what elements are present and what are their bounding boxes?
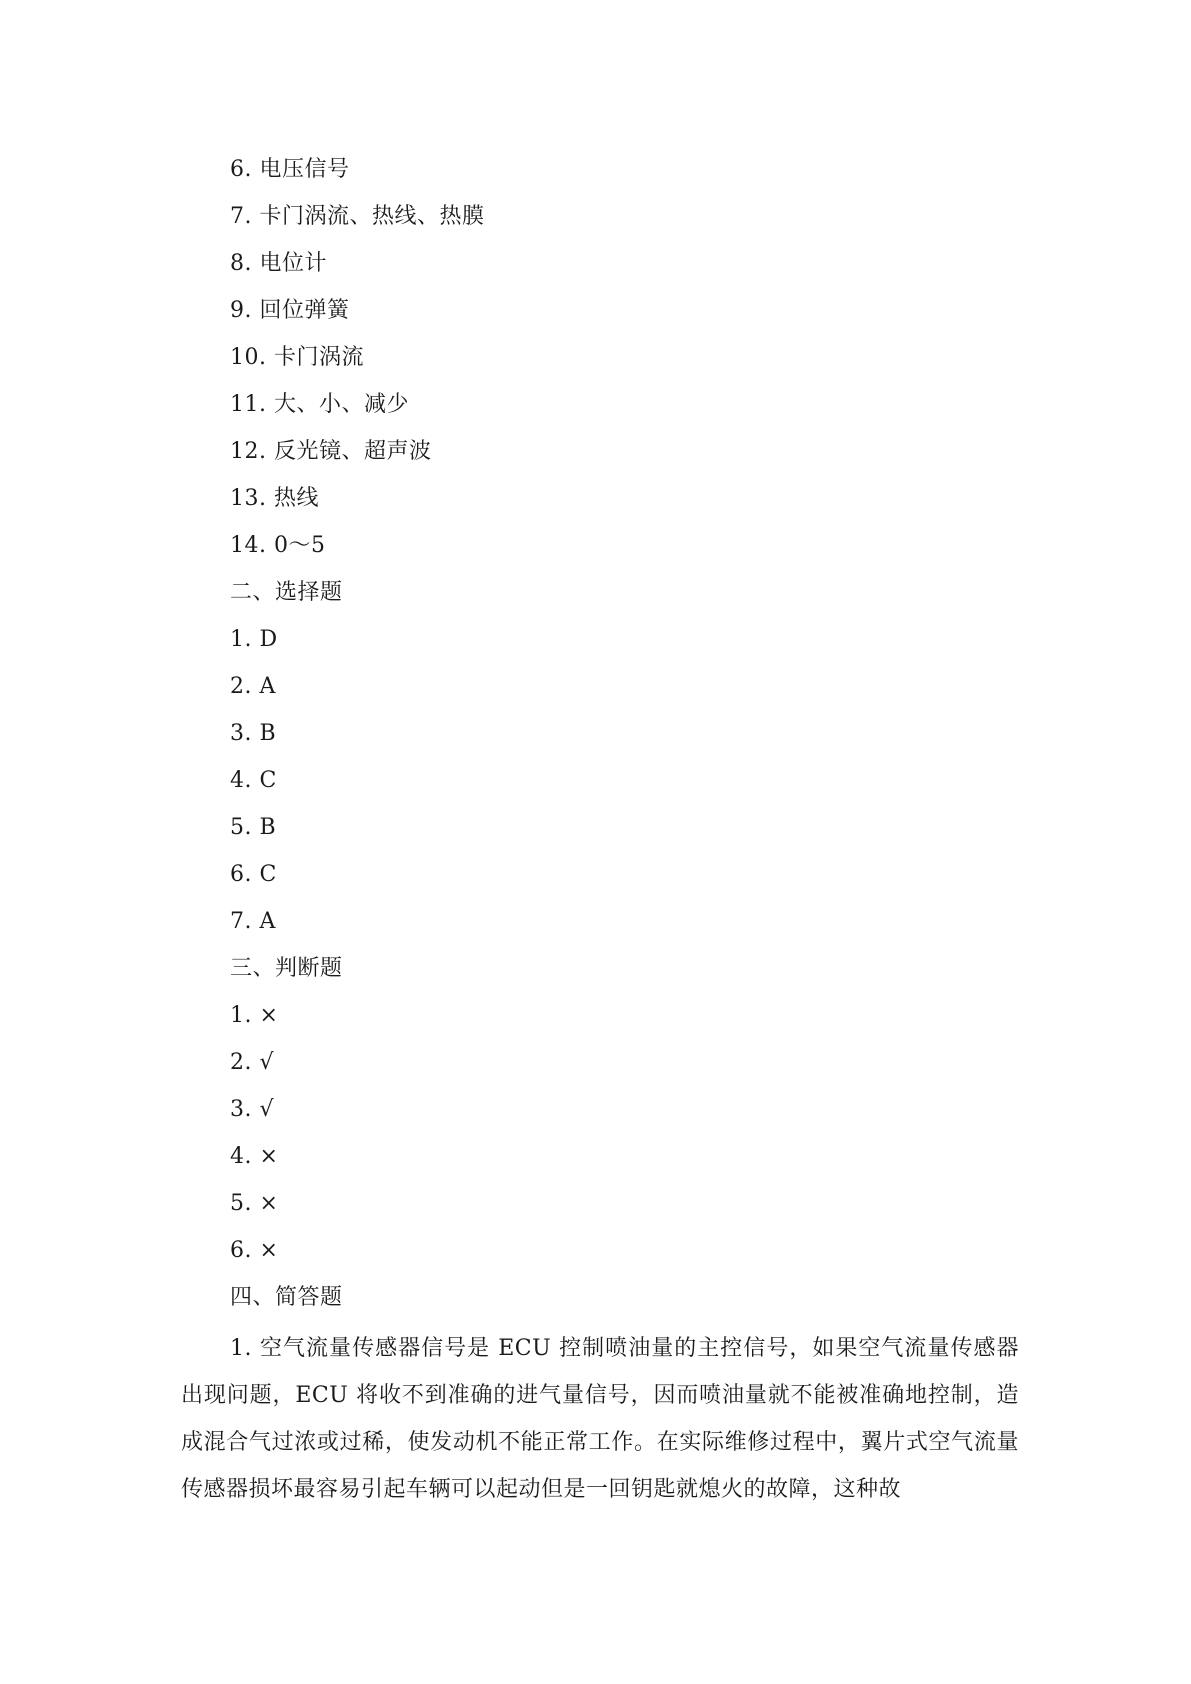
fill-in-answer: 14. 0～5	[230, 533, 326, 558]
judgment-answer: 3. √	[230, 1097, 275, 1122]
choice-answer: 4. C	[230, 768, 277, 793]
section-heading-judgment: 三、判断题	[230, 956, 343, 981]
fill-in-answer: 7. 卡门涡流、热线、热膜	[230, 204, 485, 229]
section-heading-short-answer: 四、简答题	[230, 1285, 343, 1310]
fill-in-answer: 9. 回位弹簧	[230, 298, 350, 323]
fill-in-answer: 13. 热线	[230, 486, 319, 511]
section-heading-choice: 二、选择题	[230, 580, 343, 605]
judgment-answer: 6. ×	[230, 1238, 279, 1263]
choice-answer: 5. B	[230, 815, 277, 840]
fill-in-answer: 10. 卡门涡流	[230, 345, 364, 370]
fill-in-answer: 12. 反光镜、超声波	[230, 439, 432, 464]
fill-in-answer: 8. 电位计	[230, 251, 327, 276]
choice-answer: 7. A	[230, 909, 276, 934]
short-answer-paragraph: 1. 空气流量传感器信号是 ECU 控制喷油量的主控信号，如果空气流量传感器出现问题，ECU 将收不到准确的进气量信号，因而喷油量就不能被准确地控制，造成混合气过浓或过稀，使发动机不能正常工作。在实际维修过程中，翼片式空气流量传感器损坏最容易引起车辆可以起动但是一回钥匙就熄火的故障，这种故	[181, 1336, 1019, 1502]
choice-answer: 1. D	[230, 627, 278, 652]
judgment-answer: 5. ×	[230, 1191, 279, 1216]
judgment-answer: 2. √	[230, 1050, 275, 1075]
judgment-answer: 4. ×	[230, 1144, 279, 1169]
fill-in-answer: 6. 电压信号	[230, 157, 350, 182]
answer-list	[230, 146, 1030, 1321]
fill-in-answer: 11. 大、小、减少	[230, 392, 409, 417]
judgment-answer: 1. ×	[230, 1003, 279, 1028]
choice-answer: 6. C	[230, 862, 277, 887]
choice-answer: 2. A	[230, 674, 276, 699]
choice-answer: 3. B	[230, 721, 277, 746]
